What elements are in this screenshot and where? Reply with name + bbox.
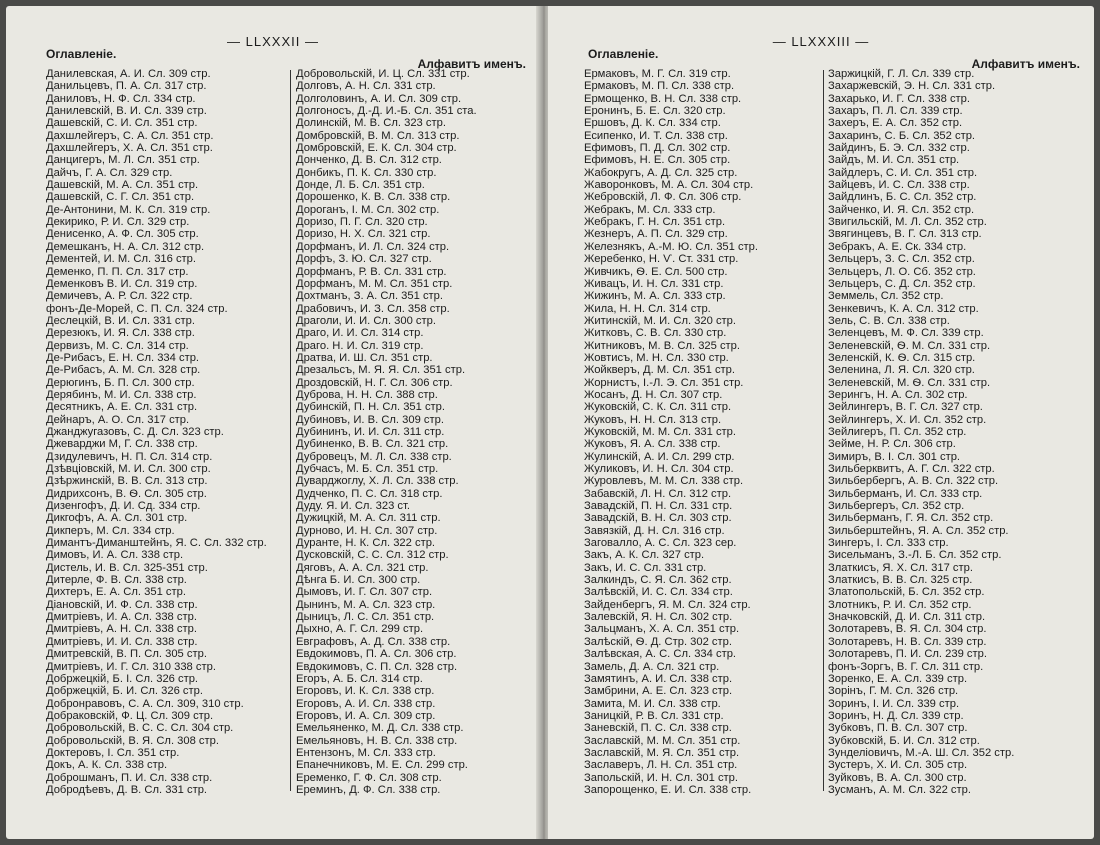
index-entry: Дусковскій, С. С. Сл. 312 стр. bbox=[296, 549, 449, 562]
index-entry: Значковскій, Д. И. Сл. 311 стр. bbox=[828, 611, 986, 624]
index-entry: Дерезюкъ, И. Я. Сл. 338 стр. bbox=[46, 327, 195, 340]
index-entry: Забавскій, Л. Н. Сл. 312 стр. bbox=[584, 487, 732, 500]
index-entry: Емельяновъ, Н. В. Сл. 338 стр. bbox=[296, 734, 458, 747]
index-entry: Залѣвскій, И. С. Сл. 334 стр. bbox=[584, 586, 733, 599]
index-entry: Докъ, А. К. Сл. 338 стр. bbox=[46, 759, 168, 772]
index-entry: Добраковскій, Ф. Ц. Сл. 309 стр. bbox=[46, 709, 214, 722]
index-entry: Дашевскій, С. И. Сл. 351 стр. bbox=[46, 117, 198, 130]
index-entry: Добровольскій, И. Ц. Сл. 331 стр. bbox=[296, 68, 470, 80]
index-entry: Зейлингеръ, В. Г. Сл. 327 стр. bbox=[828, 401, 983, 414]
index-entry: Зустеръ, Х. И. Сл. 305 стр. bbox=[828, 759, 968, 772]
index-entry: Данилевскій, В. И. Сл. 339 стр. bbox=[46, 105, 207, 118]
index-entry: Добронравовъ, С. А. Сл. 309, 310 стр. bbox=[46, 697, 244, 710]
index-entry: Демичевъ, А. Р. Сл. 322 стр. bbox=[46, 290, 193, 303]
left-header-contents: Оглавленіе. bbox=[46, 47, 117, 61]
index-entry: Дорфманъ, Р. В. Сл. 331 стр. bbox=[296, 265, 447, 278]
index-entry: Егоръ, А. Б. Сл. 314 стр. bbox=[296, 672, 423, 685]
index-entry: Дорфъ, З. Ю. Сл. 327 стр. bbox=[296, 253, 432, 266]
index-entry: Зисельманъ, З.-Л. Б. Сл. 352 стр. bbox=[828, 549, 1002, 562]
index-entry: Де-Рибасъ, Е. Н. Сл. 334 стр. bbox=[46, 351, 200, 364]
index-entry: Захаржевскій, Э. Н. Сл. 331 стр. bbox=[828, 80, 996, 93]
index-entry: Заницкій, Р. В. Сл. 331 стр. bbox=[584, 709, 724, 722]
index-entry: Закъ, А. К. Сл. 327 стр. bbox=[584, 549, 705, 562]
index-entry: Ефимовъ, Н. Е. Сл. 305 стр. bbox=[584, 154, 731, 167]
index-entry: Дымовъ, И. Г. Сл. 307 стр. bbox=[296, 586, 433, 599]
index-entry: Живацъ, И. Н. Сл. 331 стр. bbox=[584, 277, 724, 290]
index-entry: Драго, И. И. Сл. 314 стр. bbox=[296, 327, 424, 340]
index-entry: Захаръ, П. Л. Сл. 339 стр. bbox=[828, 105, 963, 118]
index-entry: Завязкій, Д. Н. Сл. 316 стр. bbox=[584, 524, 725, 537]
index-entry: Евграфовъ, А. Д. Сл. 338 стр. bbox=[296, 635, 451, 648]
index-entry: Жебракъ, М. Сл. 333 стр. bbox=[584, 203, 716, 216]
index-entry: Жаворонковъ, М. А. Сл. 304 стр. bbox=[584, 179, 754, 192]
index-entry: Зеленскій, К. Ѳ. Сл. 315 стр. bbox=[828, 351, 976, 364]
index-entry: Жезнеръ, А. П. Сл. 329 стр. bbox=[584, 228, 728, 241]
index-entry: Донбикъ, П. К. Сл. 330 стр. bbox=[296, 166, 437, 179]
index-entry: Дурново, И. Н. Сл. 307 стр. bbox=[296, 524, 438, 537]
index-entry: Житниковъ, М. В. Сл. 325 стр. bbox=[584, 339, 741, 352]
index-entry: Дементей, И. М. Сл. 316 стр. bbox=[46, 253, 197, 266]
index-entry: Ентензонъ, М. Сл. 333 стр. bbox=[296, 746, 436, 759]
index-entry: Жуковъ, Н. Н. Сл. 313 стр. bbox=[584, 413, 722, 426]
index-entry: Долголовинъ, А. И. Сл. 309 стр. bbox=[296, 92, 462, 105]
index-entry: Жуковскій, С. К. Сл. 311 стр. bbox=[584, 401, 732, 414]
index-entry: Жебракъ, Г. Н. Сл. 351 стр. bbox=[584, 216, 726, 229]
index-entry: Денисенко, А. Ф. Сл. 305 стр. bbox=[46, 228, 199, 241]
index-entry: Зубковъ, П. В. Сл. 307 стр. bbox=[828, 722, 968, 735]
index-entry: Златкисъ, В. В. Сл. 325 стр. bbox=[828, 574, 973, 587]
index-entry: Дайчъ, Г. А. Сл. 329 стр. bbox=[46, 166, 173, 179]
index-entry: Домбровскій, Е. К. Сл. 304 стр. bbox=[296, 142, 457, 155]
index-entry: Зайденбергъ, Я. М. Сл. 324 стр. bbox=[584, 598, 751, 611]
index-entry: Заневскій, П. С. Сл. 338 стр. bbox=[584, 722, 732, 735]
index-entry: Дохтманъ, З. А. Сл. 351 стр. bbox=[296, 290, 443, 303]
index-entry: Добровольскій, В. С. С. Сл. 304 стр. bbox=[46, 722, 234, 735]
index-entry: Дзидулевичъ, Н. П. Сл. 314 стр. bbox=[46, 450, 213, 463]
index-entry: Запорощенко, Е. И. Сл. 338 стр. bbox=[584, 783, 752, 796]
index-entry: Емельяненко, М. Д. Сл. 338 стр. bbox=[296, 722, 464, 735]
index-entry: Залѣскій, Ѳ. Д. Стр. 302 стр. bbox=[584, 635, 732, 648]
index-entry: Ефимовъ, П. Д. Сл. 302 стр. bbox=[584, 142, 731, 155]
index-entry: Зальцманъ, Х. А. Сл. 351 стр. bbox=[584, 623, 740, 636]
index-entry: Драбовичъ, И. З. Сл. 358 стр. bbox=[296, 302, 450, 315]
left-page-column-2 bbox=[296, 68, 477, 796]
index-entry: Димантъ-Диманштейнъ, Я. С. Сл. 332 стр. bbox=[46, 537, 267, 550]
index-entry: Дубининъ, И. И. Сл. 311 стр. bbox=[296, 425, 445, 438]
index-entry: Зоринъ, Н. Д. Сл. 339 стр. bbox=[828, 709, 964, 722]
index-entry: Зуйковъ, В. А. Сл. 300 стр. bbox=[828, 771, 967, 784]
index-entry: Замита, М. И. Сл. 338 стр. bbox=[584, 697, 721, 710]
index-entry: Зайдлеръ, С. И. Сл. 351 стр. bbox=[828, 166, 978, 179]
index-entry: Замятинъ, А. И. Сл. 338 стр. bbox=[584, 672, 733, 685]
index-entry: Драголи, И. И. Сл. 300 стр. bbox=[296, 314, 436, 327]
index-entry: Дуброва, Н. Н. Сл. 388 стр. bbox=[296, 388, 438, 401]
index-entry: Журовлевъ, М. М. Сл. 338 стр. bbox=[584, 475, 744, 488]
index-entry: Зунделіовичъ, М.-А. Ш. Сл. 352 стр. bbox=[828, 746, 1015, 759]
index-entry: Зайдинъ, Б. Э. Сл. 332 стр. bbox=[828, 142, 970, 155]
index-entry: фонъ-Де-Морей, С. П. Сл. 324 стр. bbox=[46, 302, 228, 315]
index-entry: Донченко, Д. В. Сл. 312 стр. bbox=[296, 154, 442, 167]
index-entry: Егоровъ, И. К. Сл. 338 стр. bbox=[296, 685, 435, 698]
index-entry: Дмитріевъ, А. Н. Сл. 338 стр. bbox=[46, 623, 197, 636]
index-entry: Зильберманъ, Г. Я. Сл. 352 стр. bbox=[828, 512, 994, 525]
index-entry: Зильберштейнъ, Я. А. Сл. 352 стр. bbox=[828, 524, 1009, 537]
index-entry: Евдокимовъ, П. А. Сл. 306 стр. bbox=[296, 648, 457, 661]
index-entry: Золотаревъ, П. И. Сл. 239 стр. bbox=[828, 648, 987, 661]
index-entry: Дерябинъ, М. И. Сл. 338 стр. bbox=[46, 388, 197, 401]
index-entry: Дейнаръ, А. О. Сл. 317 стр. bbox=[46, 413, 190, 426]
index-entry: Ермаковъ, М. П. Сл. 338 стр. bbox=[584, 80, 735, 93]
index-entry: Деслецкій, В. И. Сл. 331 стр. bbox=[46, 314, 195, 327]
index-entry: Дубчасъ, М. Б. Сл. 351 стр. bbox=[296, 463, 439, 475]
index-entry: Дашевскій, С. Г. Сл. 351 стр. bbox=[46, 191, 195, 204]
index-entry: Джанджугазовъ, С. Д. Сл. 323 стр. bbox=[46, 425, 224, 438]
index-entry: Джеварджи М, Г. Сл. 338 стр. bbox=[46, 438, 198, 451]
index-entry: Зильберманъ, И. Сл. 333 стр. bbox=[828, 487, 983, 500]
index-entry: Жеребенко, Н. Ѵ. Ст. 331 стр. bbox=[584, 253, 739, 266]
left-page bbox=[6, 6, 540, 839]
index-entry: Жабокругъ, А. Д. Сл. 325 стр. bbox=[584, 166, 738, 179]
index-entry: Зингеръ, І. Сл. 333 стр. bbox=[828, 537, 949, 550]
index-entry: Дикперъ, М. Сл. 334 стр. bbox=[46, 524, 175, 537]
index-entry: Дмитріевъ, И. А. Сл. 338 стр. bbox=[46, 611, 197, 624]
index-entry: Железнякъ, А.-М. Ю. Сл. 351 стр. bbox=[584, 240, 759, 253]
left-header-index: Алфавитъ именъ. bbox=[417, 57, 526, 71]
left-page-column-1 bbox=[46, 68, 267, 796]
index-entry: Дорошенко, К. В. Сл. 338 стр. bbox=[296, 191, 451, 204]
index-entry: Зеленина, Л. Я. Сл. 320 стр. bbox=[828, 364, 975, 377]
index-entry: Дудченко, П. С. Сл. 318 стр. bbox=[296, 487, 443, 500]
index-entry: Зерингъ, Н. А. Сл. 302 стр. bbox=[828, 388, 968, 401]
index-entry: Дитерле, Ф. В. Сл. 338 стр. bbox=[46, 574, 187, 587]
index-entry: фонъ-Зоргъ, В. Г. Сл. 311 стр. bbox=[828, 660, 984, 673]
right-header-index: Алфавитъ именъ. bbox=[971, 57, 1080, 71]
index-entry: Домбровскій, В. М. Сл. 313 стр. bbox=[296, 129, 460, 142]
index-entry: Декирико, Р. И. Сл. 329 стр. bbox=[46, 216, 190, 229]
index-entry: Дихтеръ, Е. А. Сл. 351 стр. bbox=[46, 586, 186, 599]
index-entry: Зейме, Н. Р. Сл. 306 стр. bbox=[828, 438, 956, 451]
index-entry: Ереминъ, Д. Ф. Сл. 338 стр. bbox=[296, 783, 441, 796]
index-entry: Дуду. Я. И. Сл. 323 ст. bbox=[296, 500, 410, 513]
index-entry: Зельцеръ, Л. О. Сб. 352 стр. bbox=[828, 265, 976, 278]
index-entry: Захарько, И. Г. Сл. 338 стр. bbox=[828, 92, 970, 105]
index-entry: Епанечниковъ, М. Е. Сл. 299 стр. bbox=[296, 759, 468, 772]
index-entry: Дервизъ, М. С. Сл. 314 стр. bbox=[46, 339, 189, 352]
index-entry: Дуварджоглу, Х. Л. Сл. 338 стр. bbox=[296, 475, 459, 488]
index-entry: Зебракъ, А. Е. Ск. 334 стр. bbox=[828, 240, 967, 253]
index-entry: Дорфманъ, И. Л. Сл. 324 стр. bbox=[296, 240, 450, 253]
index-entry: Дыницъ, Л. С. Сл. 351 стр. bbox=[296, 611, 435, 624]
index-entry: Жойкверъ, Д. М. Сл. 351 стр. bbox=[584, 364, 736, 377]
index-entry: Дроздовскій, Н. Г. Сл. 306 стр. bbox=[296, 376, 453, 389]
index-entry: Залкиндъ, С. Я. Сл. 362 стр. bbox=[584, 574, 732, 587]
index-entry: Завадскій, П. Н. Сл. 331 стр. bbox=[584, 500, 733, 513]
index-entry: Залѣвская, А. С. Сл. 334 стр. bbox=[584, 648, 737, 661]
index-entry: Демешканъ, Н. А. Сл. 312 стр. bbox=[46, 240, 205, 253]
index-entry: Ершовъ, Д. К. Сл. 334 стр. bbox=[584, 117, 721, 130]
index-entry: Егоровъ, А. И. Сл. 338 стр. bbox=[296, 697, 436, 710]
index-entry: Дахшлейгеръ, С. А. Сл. 351 стр. bbox=[46, 129, 214, 142]
index-entry: Звягинцевъ, В. Г. Сл. 313 стр. bbox=[828, 228, 982, 241]
index-entry: Дзѣржинскій, В. В. Сл. 313 стр. bbox=[46, 475, 208, 488]
index-entry: Ермаковъ, М. Г. Сл. 319 стр. bbox=[584, 68, 731, 80]
index-entry: Дахшлейгеръ, Х. А. Сл. 351 стр. bbox=[46, 142, 213, 155]
index-entry: Зельцеръ, З. С. Сл. 352 стр. bbox=[828, 253, 975, 266]
index-entry: Дяговъ, А. А. Сл. 321 стр. bbox=[296, 561, 429, 574]
right-page-column-2 bbox=[828, 68, 1014, 796]
index-entry: Заславскій, М. М. Сл. 351 стр. bbox=[584, 734, 741, 747]
index-entry: Зильбербергъ, А. В. Сл. 322 стр. bbox=[828, 475, 999, 488]
index-entry: Есипенко, И. Т. Сл. 338 стр. bbox=[584, 129, 728, 142]
index-entry: Житковъ, С. В. Сл. 330 стр. bbox=[584, 327, 727, 340]
index-entry: Доктеровъ, І. Сл. 351 стр. bbox=[46, 746, 180, 759]
index-entry: Дрезальсъ, М. Я. Я. Сл. 351 стр. bbox=[296, 364, 466, 377]
index-entry: Дыхно, А. Г. Сл. 299 стр. bbox=[296, 623, 424, 636]
index-entry: Дужицкій, М. А. Сл. 311 стр. bbox=[296, 512, 441, 525]
index-entry: Дерюгинъ, Б. П. Сл. 300 стр. bbox=[46, 376, 195, 389]
index-entry: Десятникъ, А. Е. Сл. 331 стр. bbox=[46, 401, 198, 414]
index-entry: Зильберквитъ, А. Г. Сл. 322 стр. bbox=[828, 463, 995, 475]
index-entry: Злотникъ, Р. И. Сл. 352 стр. bbox=[828, 598, 972, 611]
index-entry: Замбрини, А. Е. Сл. 323 стр. bbox=[584, 685, 733, 698]
index-entry: Зоренко, Е. А. Сл. 339 стр. bbox=[828, 672, 968, 685]
index-entry: Зубковскій, Б. И. Сл. 312 стр. bbox=[828, 734, 980, 747]
index-entry: Зайдлинъ, Б. С. Сл. 352 стр. bbox=[828, 191, 977, 204]
index-entry: Діановскій, И. Ф. Сл. 338 стр. bbox=[46, 598, 198, 611]
index-entry: Замель, Д. А. Сл. 321 стр. bbox=[584, 660, 720, 673]
right-page-column-divider bbox=[823, 70, 824, 791]
right-header-contents: Оглавленіе. bbox=[588, 47, 659, 61]
index-entry: Живчикъ, Ѳ. Е. Сл. 500 стр. bbox=[584, 265, 728, 278]
index-entry: Ермощенко, В. Н. Сл. 338 стр. bbox=[584, 92, 742, 105]
index-entry: Дубровецъ, М. Л. Сл. 338 стр. bbox=[296, 450, 452, 463]
index-entry: Закъ, И. С. Сл. 331 стр. bbox=[584, 561, 707, 574]
index-entry: Захаринъ, С. Б. Сл. 352 стр. bbox=[828, 129, 976, 142]
index-entry: Данцигеръ, М. Л. Сл. 351 стр. bbox=[46, 154, 200, 167]
index-entry: Доризо, П. Г. Сл. 320 стр. bbox=[296, 216, 428, 229]
index-entry: Дзѣвцiовскій, М. И. Сл. 300 стр. bbox=[46, 463, 211, 475]
index-entry: Зусманъ, А. М. Сл. 322 стр. bbox=[828, 783, 971, 796]
index-entry: Заславеръ, Л. Н. Сл. 351 стр. bbox=[584, 759, 738, 772]
index-entry: Деменковъ В. И. Сл. 319 стр. bbox=[46, 277, 198, 290]
index-entry: Зеленевскій, М. Ѳ. Сл. 331 стр. bbox=[828, 376, 991, 389]
index-entry: Еременко, Г. Ф. Сл. 308 стр. bbox=[296, 771, 442, 784]
index-entry: Дѣнга Б. И. Сл. 300 стр. bbox=[296, 574, 421, 587]
index-entry: Долговъ, А. Н. Сл. 331 стр. bbox=[296, 80, 436, 93]
index-entry: Зайченко, И. Я. Сл. 352 стр. bbox=[828, 203, 975, 216]
index-entry: Доброшманъ, П. И. Сл. 338 стр. bbox=[46, 771, 213, 784]
right-page-column-1 bbox=[584, 68, 758, 796]
right-page-header bbox=[548, 34, 1094, 71]
index-entry: Земмель, Сл. 352 стр. bbox=[828, 290, 944, 303]
index-entry: Добродѣевъ, Д. В. Сл. 331 стр. bbox=[46, 783, 208, 796]
index-entry: Дидрихсонъ, В. Ѳ. Сл. 305 стр. bbox=[46, 487, 207, 500]
index-entry: Добровольскій, В. Я. Сл. 308 стр. bbox=[46, 734, 219, 747]
index-entry: Зимиръ, В. І. Сл. 301 стр. bbox=[828, 450, 961, 463]
index-entry: Дуранте, Н. К. Сл. 322 стр. bbox=[296, 537, 436, 550]
right-page-number: — LLXXXIII — bbox=[772, 34, 870, 49]
index-entry: Дороганъ, І. М. Сл. 302 стр. bbox=[296, 203, 440, 216]
index-entry: Егоровъ, И. А. Сл. 309 стр. bbox=[296, 709, 436, 722]
index-entry: Зайцевъ, И. С. Сл. 338 стр. bbox=[828, 179, 970, 192]
index-entry: Дистель, И. В. Сл. 325-351 стр. bbox=[46, 561, 208, 574]
index-entry: Дубиненко, В. В. Сл. 321 стр. bbox=[296, 438, 449, 451]
index-entry: Златкисъ, Я. Х. Сл. 317 стр. bbox=[828, 561, 973, 574]
index-entry: Жебровскій, Л. Ф. Сл. 306 стр. bbox=[584, 191, 742, 204]
index-entry: Долгоносъ, Д.-Д. И.-Б. Сл. 351 ста. bbox=[296, 105, 477, 118]
index-entry: Димовъ, И. А. Сл. 338 стр. bbox=[46, 549, 184, 562]
index-entry: Жуковскій, М. М. Сл. 331 стр. bbox=[584, 425, 737, 438]
index-entry: Дынинъ, М. А. Сл. 323 стр. bbox=[296, 598, 436, 611]
index-entry: Заржицкій, Г. Л. Сл. 339 стр. bbox=[828, 68, 975, 80]
index-entry: Де-Антонини, М. К. Сл. 319 стр. bbox=[46, 203, 211, 216]
index-entry: Добржецкій, Б. І. Сл. 326 стр. bbox=[46, 672, 199, 685]
index-entry: Драго. Н. И. Сл. 319 стр. bbox=[296, 339, 424, 352]
index-entry: Дмитріевъ, И. И. Сл. 338 стр. bbox=[46, 635, 198, 648]
index-entry: Захеръ, Е. А. Сл. 352 стр. bbox=[828, 117, 963, 130]
index-entry: Жуковъ, Я. А. Сл. 338 стр. bbox=[584, 438, 721, 451]
index-entry: Завадскій, В. Н. Сл. 303 стр. bbox=[584, 512, 732, 525]
index-entry: Дорфманъ, М. М. Сл. 351 стр. bbox=[296, 277, 453, 290]
index-entry: Дратва, И. Ш. Сл. 351 стр. bbox=[296, 351, 433, 364]
index-entry: Запольскій, И. Н. Сл. 301 стр. bbox=[584, 771, 739, 784]
index-entry: Дубинскій, П. Н. Сл. 351 стр. bbox=[296, 401, 446, 414]
index-entry: Звигильскій, М. Л. Сл. 352 стр. bbox=[828, 216, 987, 229]
index-entry: Золотаревъ, В. Я. Сл. 304 стр. bbox=[828, 623, 987, 636]
index-entry: Жорнистъ, І.-Л. Э. Сл. 351 стр. bbox=[584, 376, 744, 389]
index-entry: Дмитревскій, В. П. Сл. 305 стр. bbox=[46, 648, 207, 661]
index-entry: Доризо, Н. Х. Сл. 321 стр. bbox=[296, 228, 431, 241]
index-entry: Дубиновъ, И. В. Сл. 309 стр. bbox=[296, 413, 444, 426]
index-entry: Жосанъ, Д. Н. Сл. 307 стр. bbox=[584, 388, 723, 401]
index-entry: Заговалло, А. С. Сл. 323 сер. bbox=[584, 537, 737, 550]
index-entry: Зайдъ, М. И. Сл. 351 стр. bbox=[828, 154, 960, 167]
left-page-column-divider bbox=[290, 70, 291, 791]
index-entry: Житинскій, М. И. Сл. 320 стр. bbox=[584, 314, 737, 327]
index-entry: Зель, С. В. Сл. 338 стр. bbox=[828, 314, 950, 327]
index-entry: Еронинъ, Б. Е. Сл. 320 стр. bbox=[584, 105, 726, 118]
right-page bbox=[548, 6, 1094, 839]
index-entry: Дизенгофъ, Д. И. Сд. 334 стр. bbox=[46, 500, 201, 513]
index-entry: Дикгофъ, А. А. Сл. 301 стр. bbox=[46, 512, 188, 525]
index-entry: Златопольскій, Б. Сл. 352 стр. bbox=[828, 586, 985, 599]
left-page-header bbox=[6, 34, 540, 71]
index-entry: Зеленевскій, Ѳ. М. Сл. 331 стр. bbox=[828, 339, 991, 352]
index-entry: Зеленцевъ, М. Ф. Сл. 339 стр. bbox=[828, 327, 984, 340]
index-entry: Донде, Л. Б. Сл. 351 стр. bbox=[296, 179, 425, 192]
index-entry: Жовтисъ, М. Н. Сл. 330 стр. bbox=[584, 351, 729, 364]
index-entry: Жуликовъ, И. Н. Сл. 304 стр. bbox=[584, 463, 734, 475]
index-entry: Залевскій, Я. Н. Сл. 302 стр. bbox=[584, 611, 733, 624]
index-entry: Даниловъ, Н. Ф. Сл. 334 стр. bbox=[46, 92, 196, 105]
index-entry: Жулинскій, А. И. Сл. 299 стр. bbox=[584, 450, 735, 463]
index-entry: Заславскій, М. Я. Сл. 351 стр. bbox=[584, 746, 740, 759]
index-entry: Дмитріевъ, И. Г. Сл. 310 338 стр. bbox=[46, 660, 216, 673]
index-entry: Золотаревъ, Н. В. Сл. 339 стр. bbox=[828, 635, 987, 648]
index-entry: Долинскій, М. В. Сл. 323 стр. bbox=[296, 117, 446, 130]
index-entry: Добржецкій, Б. И. Сл. 326 стр. bbox=[46, 685, 203, 698]
index-entry: Зильбергеръ, Сл. 352 стр. bbox=[828, 500, 965, 513]
index-entry: Зельцеръ, С. Д. Сл. 352 стр. bbox=[828, 277, 976, 290]
index-entry: Зоринъ, І. И. Сл. 339 стр. bbox=[828, 697, 960, 710]
index-entry: Зенкевичъ, К. А. Сл. 312 стр. bbox=[828, 302, 979, 315]
index-entry: Де-Рибасъ, А. М. Сл. 328 стр. bbox=[46, 364, 201, 377]
left-page-number: — LLXXXII — bbox=[227, 34, 319, 49]
index-entry: Деменко, П. П. Сл. 317 стр. bbox=[46, 265, 189, 278]
index-entry: Данильцевъ, П. А. Сл. 317 стр. bbox=[46, 80, 207, 93]
index-entry: Данилевская, А. И. Сл. 309 стр. bbox=[46, 68, 211, 80]
index-entry: Евдокимовъ, С. П. Сл. 328 стр. bbox=[296, 660, 458, 673]
index-entry: Зорінъ, Г. М. Сл. 326 стр. bbox=[828, 685, 959, 698]
index-entry: Зейлингеръ, Х. И. Сл. 352 стр. bbox=[828, 413, 987, 426]
index-entry: Жила, Н. Н. Сл. 314 стр. bbox=[584, 302, 711, 315]
index-entry: Жижинъ, М. А. Сл. 333 стр. bbox=[584, 290, 726, 303]
index-entry: Зейлигеръ, П. Сл. 352 стр. bbox=[828, 425, 967, 438]
index-entry: Дашевскій, М. А. Сл. 351 стр. bbox=[46, 179, 199, 192]
